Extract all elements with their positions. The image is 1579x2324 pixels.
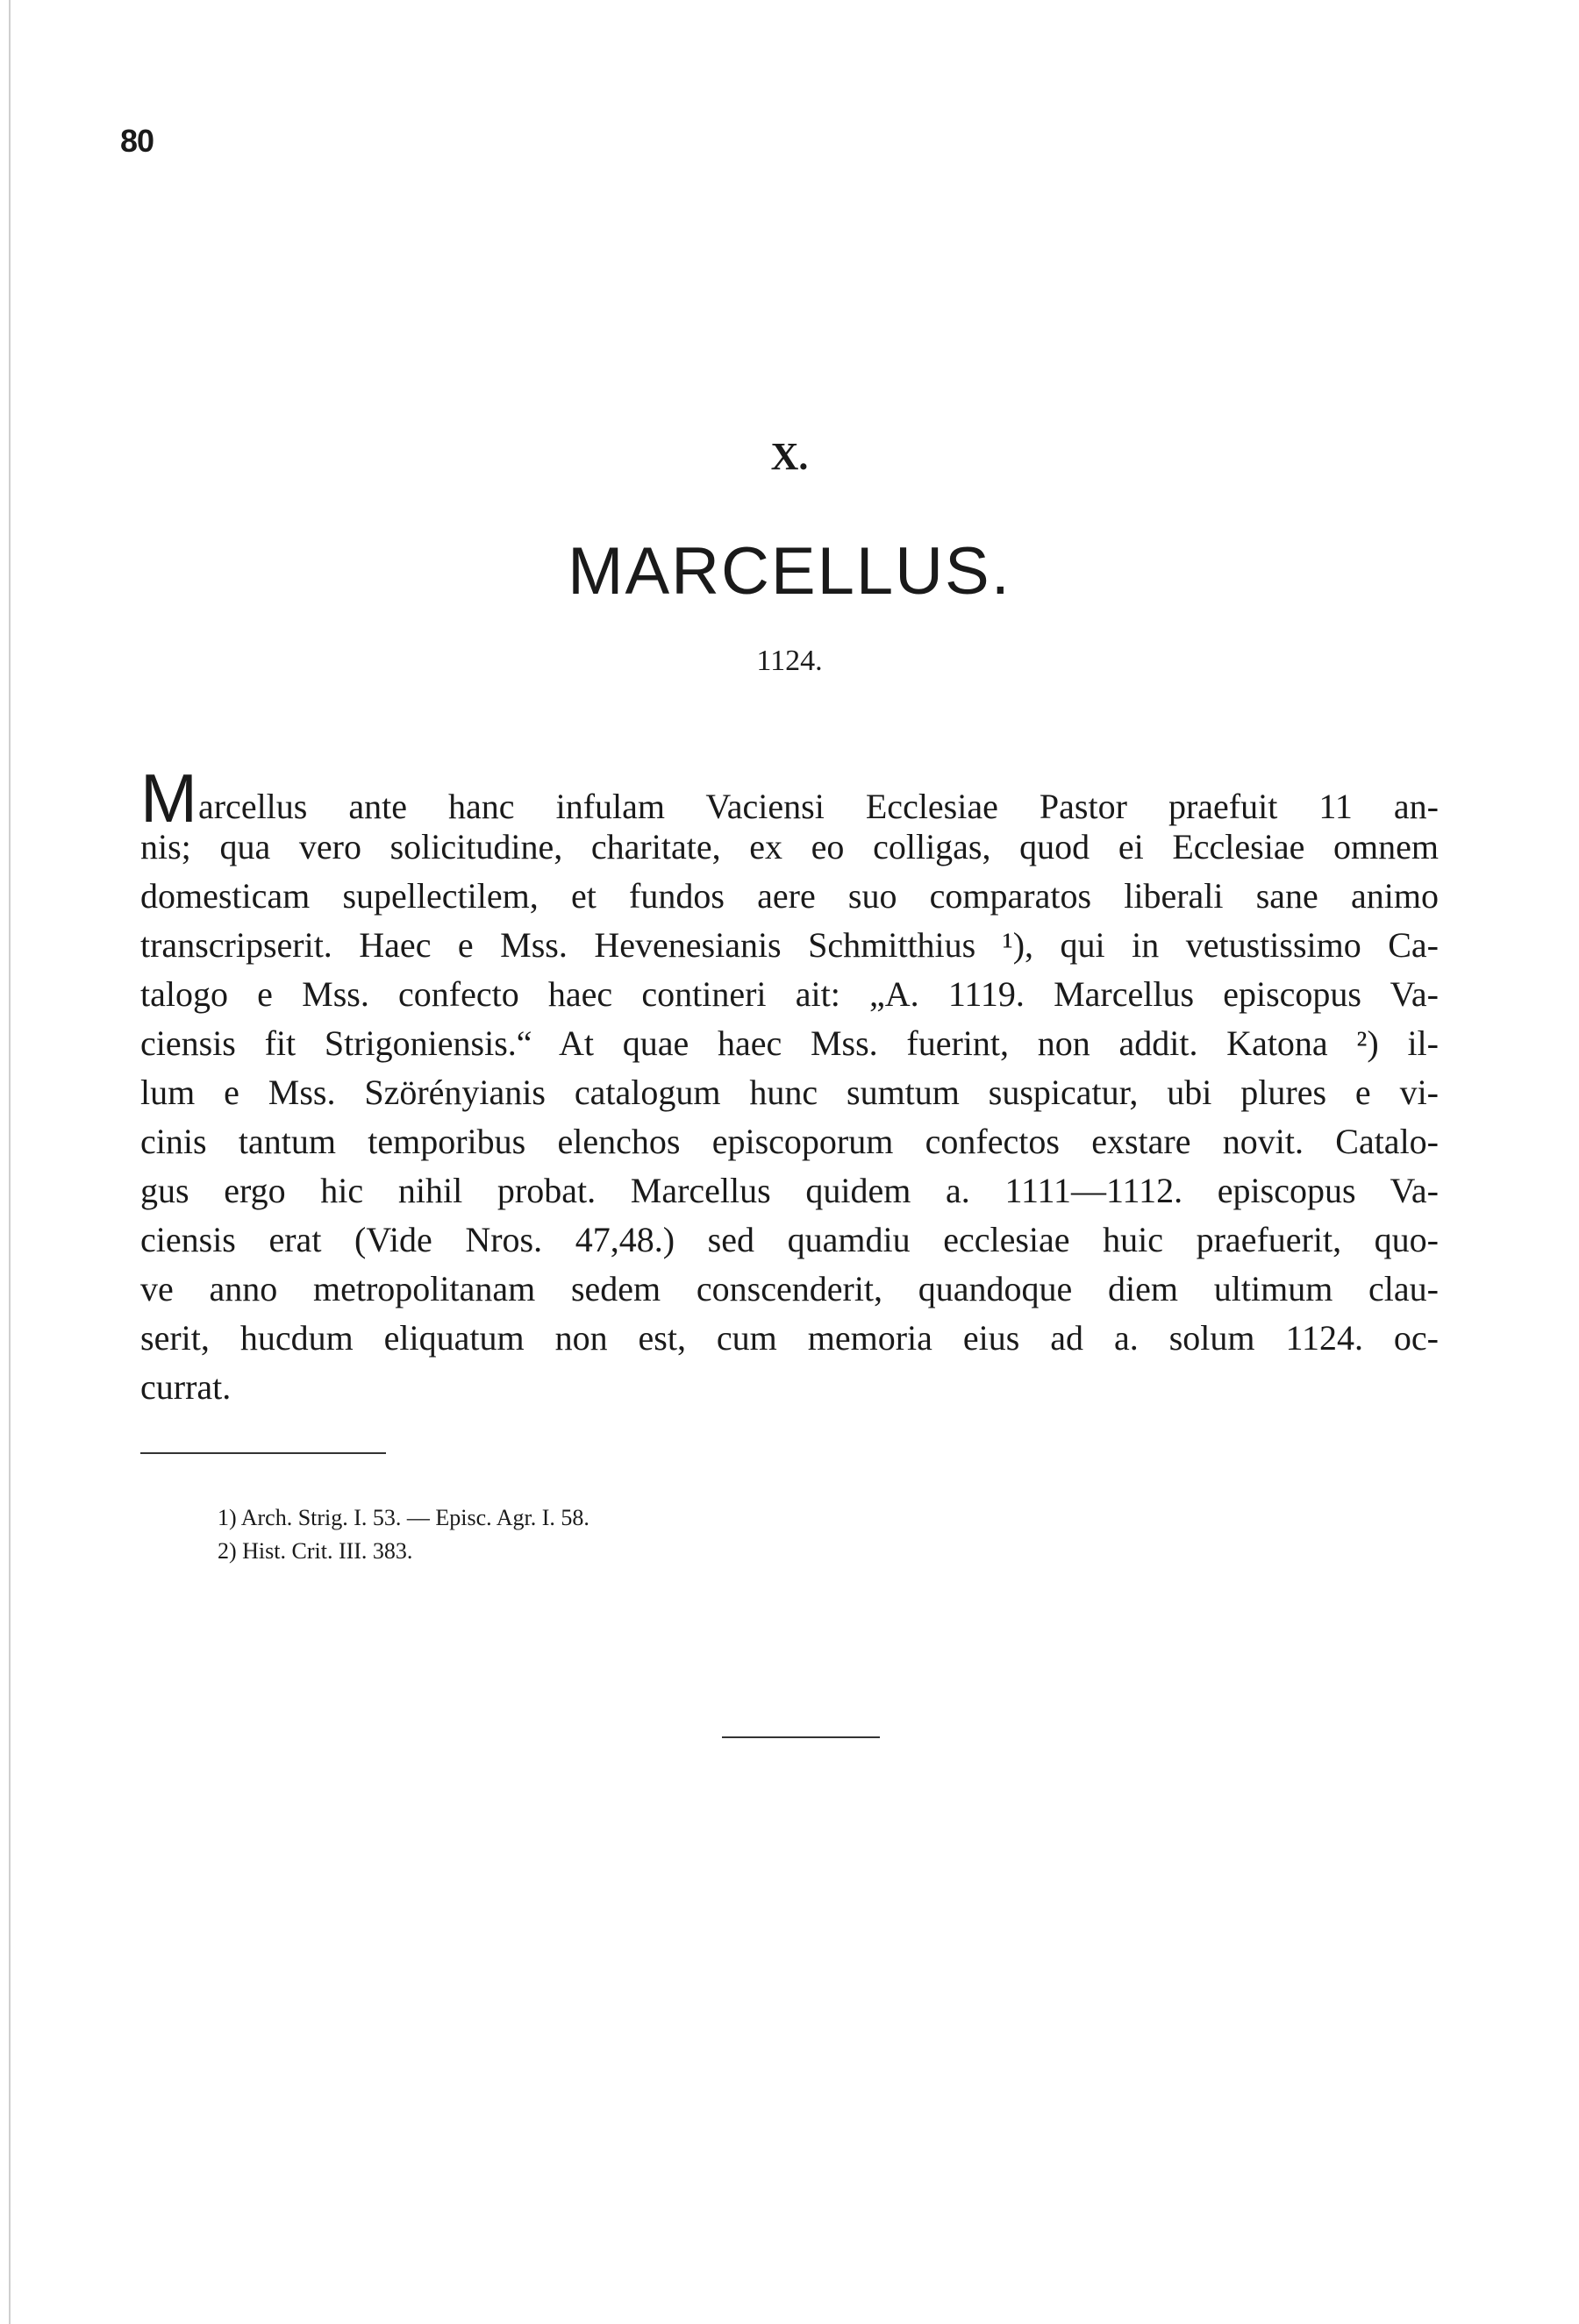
body-line — [140, 759, 1439, 837]
body-line: gus ergo hic nihil probat. Marcellus quidem a. 1111—1112. episcopus Va- — [140, 1171, 1439, 1210]
body-line: domesticam supellectilem, et fundos aere suo comparatos liberali sane animo — [140, 876, 1439, 916]
body-line: ciensis fit Strigoniensis.“ At quae haec Mss. fuerint, non addit. Katona ²) il- — [140, 1023, 1439, 1063]
footnote-2: 2) Hist. Crit. III. 383. — [218, 1538, 413, 1564]
page-number: 80 — [120, 123, 154, 159]
chapter-title: MARCELLUS. — [568, 534, 1011, 609]
body-line: ve anno metropolitanam sedem conscenderit, quandoque diem ultimum clau- — [140, 1269, 1439, 1308]
footnote-1: 1) Arch. Strig. I. 53. — Episc. Agr. I. 58. — [218, 1505, 589, 1530]
body-line-text: arcellus ante hanc infulam Vaciensi Ecclesiae Pastor praefuit 11 an- — [197, 787, 1439, 826]
footnotes — [218, 1501, 589, 1568]
body-line: transcripserit. Haec e Mss. Hevenesianis Schmitthius ¹), qui in vetustissimo Ca- — [140, 925, 1439, 965]
body-paragraph — [140, 759, 1439, 1412]
chapter-year: 1124. — [756, 645, 823, 677]
body-line: lum e Mss. Szörényianis catalogum hunc sumtum suspicatur, ubi plures e vi- — [140, 1073, 1439, 1112]
chapter-numeral: X. — [770, 435, 809, 478]
body-line: serit, hucdum eliquatum non est, cum memoria eius ad a. solum 1124. oc- — [140, 1318, 1439, 1358]
footnote-divider — [140, 1452, 386, 1454]
body-line: talogo e Mss. confecto haec contineri ait: „A. 1119. Marcellus episcopus Va- — [140, 974, 1439, 1014]
body-line: nis; qua vero solicitudine, charitate, ex eo colligas, quod ei Ecclesiae omnem — [140, 827, 1439, 866]
page-edge-rule — [9, 0, 11, 2324]
body-line: cinis tantum temporibus elenchos episcoporum confectos exstare novit. Catalo- — [140, 1122, 1439, 1161]
drop-cap: M — [140, 759, 197, 837]
body-line: ciensis erat (Vide Nros. 47,48.) sed quamdiu ecclesiae huic praefuerit, quo- — [140, 1220, 1439, 1259]
body-line: currat. — [140, 1367, 232, 1407]
end-divider — [722, 1736, 880, 1738]
